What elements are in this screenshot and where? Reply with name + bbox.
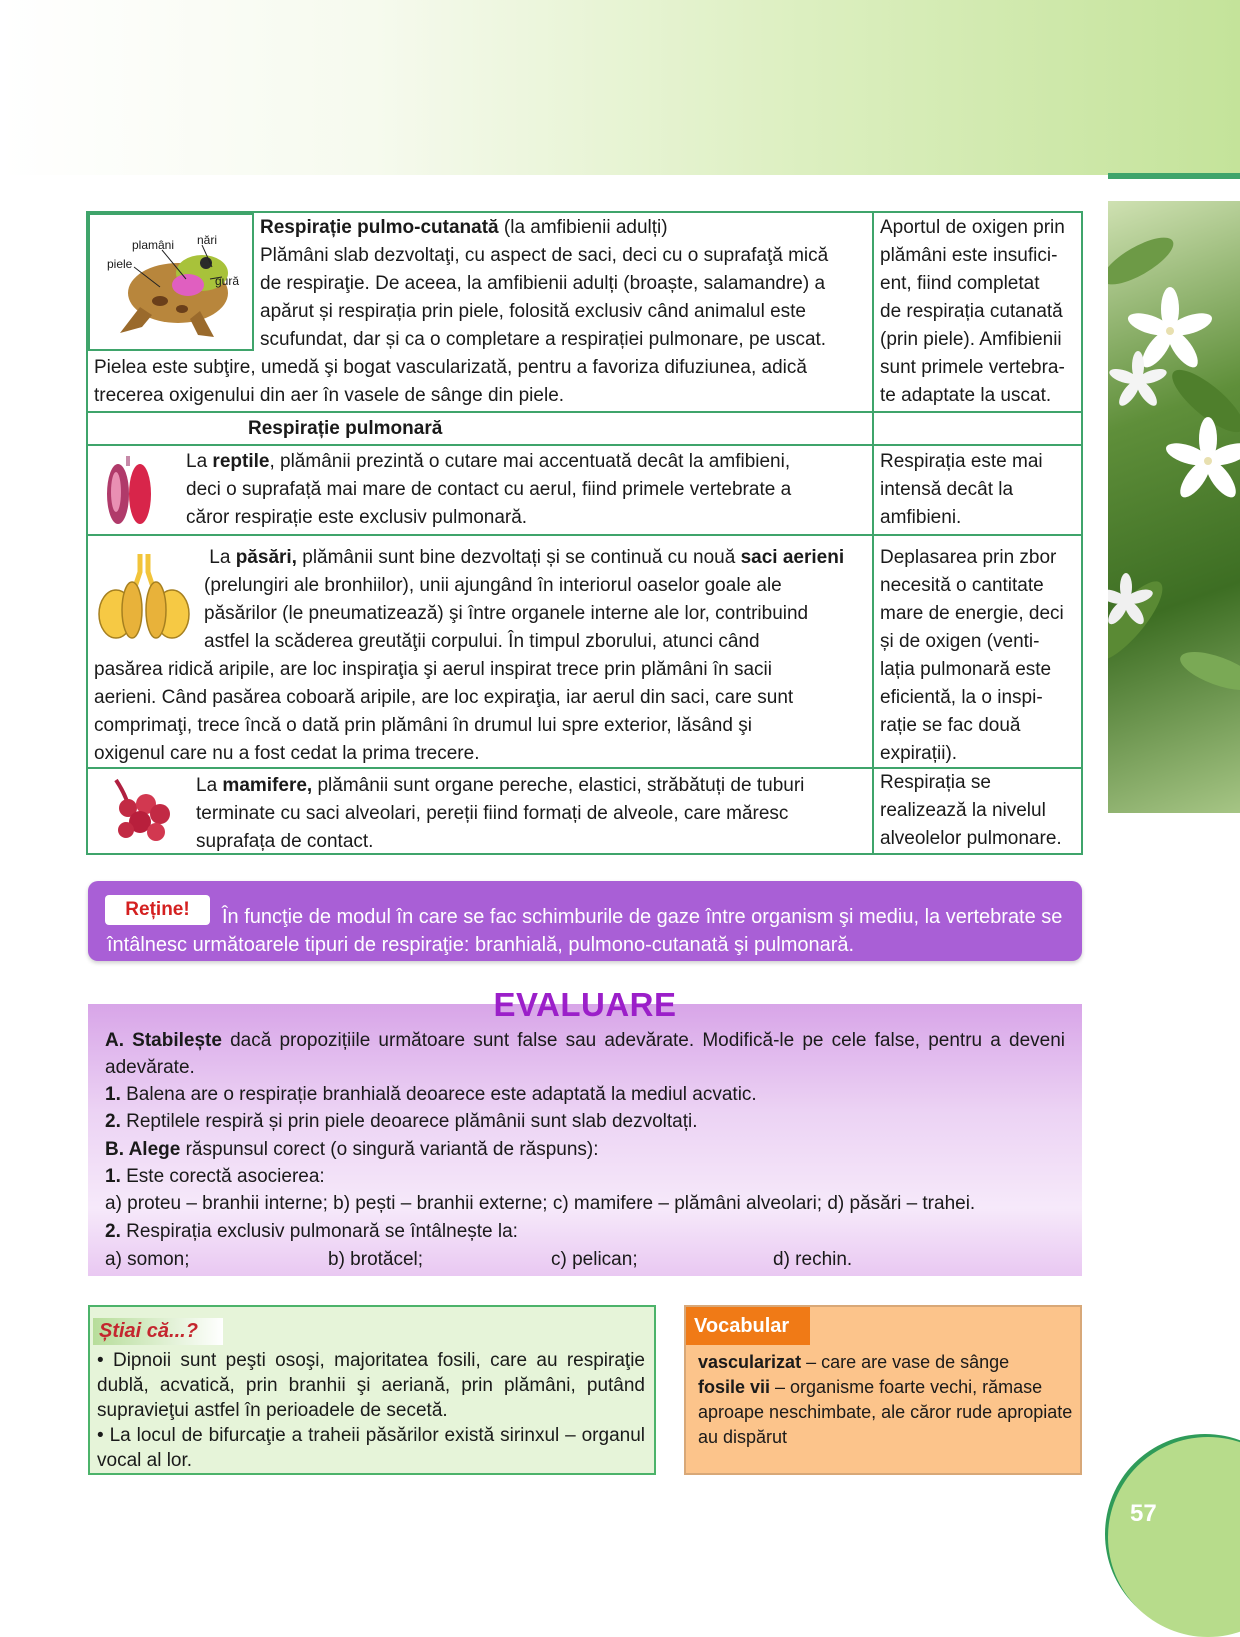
row-divider xyxy=(86,411,1083,413)
did-you-know-item: • La locul de bifurcaţie a traheii păsărilor există sirinxul – organul vocal al lor. xyxy=(97,1425,645,1471)
bird-line: pasărea ridică aripile, are loc inspiraţia şi aerul inspirat trece prin plămâni în sacii xyxy=(94,659,772,680)
task-a-text: dacă propozițiile următoare sunt false sau adevărate. Modifică-le pe cele false, pentru a deveni adevărate. xyxy=(105,1030,1065,1078)
side-line: expirații). xyxy=(880,743,958,764)
reptile-prefix: La xyxy=(186,451,213,472)
item-text: Respirația exclusiv pulmonară se întâlnește la: xyxy=(120,1221,518,1242)
label-plamani: plamâni xyxy=(132,238,175,252)
item-text: Balena are o respirație branhială deoarece este adaptată la mediul acvatic. xyxy=(120,1084,757,1105)
side-line: lația pulmonară este xyxy=(880,659,1052,680)
task-b-text: răspunsul corect (o singură variantă de răspuns): xyxy=(180,1139,599,1160)
reptile-line: căror respirație este exclusiv pulmonară. xyxy=(186,507,528,528)
amphibian-side-note xyxy=(874,214,1082,410)
side-line: plămâni este insufici- xyxy=(880,245,1058,266)
side-line: necesită o cantitate xyxy=(880,575,1044,596)
vocabulary-definition: – organisme foarte vechi, rămase aproape neschimbate, ale căror rude apropiate au dispărut xyxy=(698,1377,1073,1447)
bird-term: păsări, xyxy=(235,547,297,568)
did-you-know-text xyxy=(97,1348,645,1473)
label-nari: nări xyxy=(197,233,218,247)
amphibian-line: scufundat, dar și ca o completare a respirației pulmonare, pe uscat. xyxy=(260,329,827,350)
reptile-line: deci o suprafață mai mare de contact cu aerul, fiind primele vertebrate a xyxy=(186,479,792,500)
bird-line: plămânii sunt bine dezvoltați și se continuă cu nouă xyxy=(296,547,741,568)
amphibian-line: trecerea oxigenului din aer în vasele de sânge din piele. xyxy=(94,385,565,406)
side-line: Respirația este mai xyxy=(880,451,1043,472)
bird-text-wide xyxy=(94,656,870,768)
mammal-line: terminate cu saci alveolari, pereții fiind formați de alveole, care măresc xyxy=(196,803,789,824)
item-number: 2. xyxy=(105,1111,121,1132)
amphibian-line: de respiraţie. De aceea, la amfibienii adulți (broaște, salamandre) a xyxy=(260,273,826,294)
vocabulary-term: fosile vii xyxy=(698,1377,771,1397)
mammal-line: suprafața de contact. xyxy=(196,831,374,852)
pulmonary-title: Respirație pulmonară xyxy=(248,418,443,439)
page-number: 57 xyxy=(1130,1500,1157,1527)
side-line: intensă decât la xyxy=(880,479,1014,500)
bird-prefix: La xyxy=(209,547,236,568)
side-line: te adaptate la uscat. xyxy=(880,385,1052,406)
option-a: a) somon; xyxy=(105,1249,190,1270)
item-number: 1. xyxy=(105,1166,121,1187)
task-b1 xyxy=(105,1163,1065,1190)
vocabulary-text xyxy=(698,1350,1073,1450)
header-band xyxy=(0,0,1240,175)
option-b: b) brotăcel; xyxy=(328,1249,424,1270)
vocabulary-term: vascularizat xyxy=(698,1352,802,1372)
amphibian-title-note: (la amfibienii adulți) xyxy=(503,217,668,238)
side-line: Aportul de oxigen prin xyxy=(880,217,1065,238)
side-line: mare de energie, deci xyxy=(880,603,1064,624)
bird-line: comprimaţi, trece încă o dată prin plămâni în drumul lui spre exterior, lăsând şi xyxy=(94,715,752,736)
bird-line: astfel la scăderea greutăţii corpului. În timpul zborului, atunci când xyxy=(204,631,760,652)
reptile-lungs-icon xyxy=(100,452,158,528)
side-line: de respirația cutanată xyxy=(880,301,1063,322)
side-line: și de oxigen (venti- xyxy=(880,631,1040,652)
amphibian-line: Pielea este subţire, umedă şi bogat vascularizată, pentru a favoriza difuziunea, adică xyxy=(94,357,807,378)
reptile-side-note xyxy=(874,448,1082,532)
label-piele: piele xyxy=(107,257,133,271)
reptile-text xyxy=(186,448,866,532)
mammal-text xyxy=(196,772,868,856)
retine-label: Reține! xyxy=(105,895,210,925)
side-line: rație se fac două xyxy=(880,715,1021,736)
task-b1-options: a) proteu – branhii interne; b) pești – branhii externe; c) mamifere – plămâni alveolari; d) păsări – trahei. xyxy=(105,1193,976,1214)
mammal-line: plămânii sunt organe pereche, elastici, străbătuți de tuburi xyxy=(312,775,805,796)
side-line: sunt primele vertebra- xyxy=(880,357,1065,378)
option-d: d) rechin. xyxy=(773,1249,853,1270)
side-line: Respirația se xyxy=(880,772,991,793)
reptile-term: reptile xyxy=(212,451,270,472)
did-you-know-item: • Dipnoii sunt peşti osoşi, majoritatea fosili, care au respiraţie dublă, acvatică, prin branhii şi aeriană, prin plămâni, putând supravieţui astfel în perioadele de secetă. xyxy=(97,1350,645,1421)
amphibian-text-wide xyxy=(94,354,870,410)
bird-line: (prelungiri ale bronhiilor), unii ajungând în interiorul oaselor goale ale xyxy=(204,575,782,596)
mammal-side-note xyxy=(874,769,1082,853)
side-line: alveolelor pulmonare. xyxy=(880,828,1062,849)
header-rule xyxy=(1108,173,1240,179)
page-number-corner xyxy=(1108,1437,1240,1637)
task-b xyxy=(105,1136,1065,1163)
mammal-prefix: La xyxy=(196,775,223,796)
item-number: 1. xyxy=(105,1084,121,1105)
amphibian-line: Plămâni slab dezvoltaţi, cu aspect de saci, deci cu o suprafaţă mică xyxy=(260,245,829,266)
task-a-label: A. Stabilește xyxy=(105,1030,222,1051)
bird-text xyxy=(204,544,872,656)
row-divider xyxy=(86,534,1083,536)
amphibian-line: apărut și respirația prin piele, folosită exclusiv când animalul este xyxy=(260,301,806,322)
task-b-label: B. Alege xyxy=(105,1139,181,1160)
bird-term-air-sacs: saci aerieni xyxy=(740,547,845,568)
side-line: realizează la nivelul xyxy=(880,800,1046,821)
bird-side-note xyxy=(874,544,1082,768)
bird-line: oxigenul care nu a fost cedat la prima trecere. xyxy=(94,743,480,764)
reptile-line: , plămânii prezintă o cutare mai accentuată decât la amfibieni, xyxy=(269,451,791,472)
jasmine-photo xyxy=(1108,201,1240,813)
item-text: Este corectă asocierea: xyxy=(120,1166,325,1187)
vocabulary-title: Vocabular xyxy=(686,1307,810,1345)
evaluation-title: EVALUARE xyxy=(493,986,677,1023)
side-line: amfibieni. xyxy=(880,507,962,528)
bird-line: păsărilor (le pneumatizează) şi între organele interne ale lor, contribuind xyxy=(204,603,809,624)
task-a xyxy=(105,1027,1065,1081)
did-you-know-title: Știai că...? xyxy=(93,1318,223,1345)
amphibian-text xyxy=(260,214,868,354)
vocabulary-definition: – care are vase de sânge xyxy=(801,1352,1010,1372)
mammal-term: mamifere, xyxy=(222,775,313,796)
row-divider xyxy=(86,444,1083,446)
bird-lungs-icon xyxy=(96,550,192,650)
amphibian-title: Respirație pulmo-cutanată xyxy=(260,217,499,238)
alveoli-icon xyxy=(106,774,178,846)
item-text: Reptilele respiră și prin piele deoarece plămânii sunt slab dezvoltați. xyxy=(120,1111,698,1132)
task-a2 xyxy=(105,1108,1065,1135)
side-line: eficientă, la o inspi- xyxy=(880,687,1043,708)
side-line: (prin piele). Amfibienii xyxy=(880,329,1062,350)
item-number: 2. xyxy=(105,1221,121,1242)
label-gura: gură xyxy=(215,274,240,288)
bird-line: aerieni. Când pasărea coboară aripile, are loc expiraţia, iar aerul din saci, care sunt xyxy=(94,687,794,708)
flower-illustration xyxy=(1108,201,1240,813)
task-a1 xyxy=(105,1081,1065,1108)
side-line: Deplasarea prin zbor xyxy=(880,547,1057,568)
side-line: ent, fiind completat xyxy=(880,273,1040,294)
option-c: c) pelican; xyxy=(551,1249,638,1270)
retine-text: În funcţie de modul în care se fac schimburile de gaze între organism şi mediu, la vertebrate se întâlnesc următoarele tipuri de respiraţie: branhială, pulmono-cutanată şi pulmonară. xyxy=(107,906,1063,956)
task-b2 xyxy=(105,1218,1065,1245)
